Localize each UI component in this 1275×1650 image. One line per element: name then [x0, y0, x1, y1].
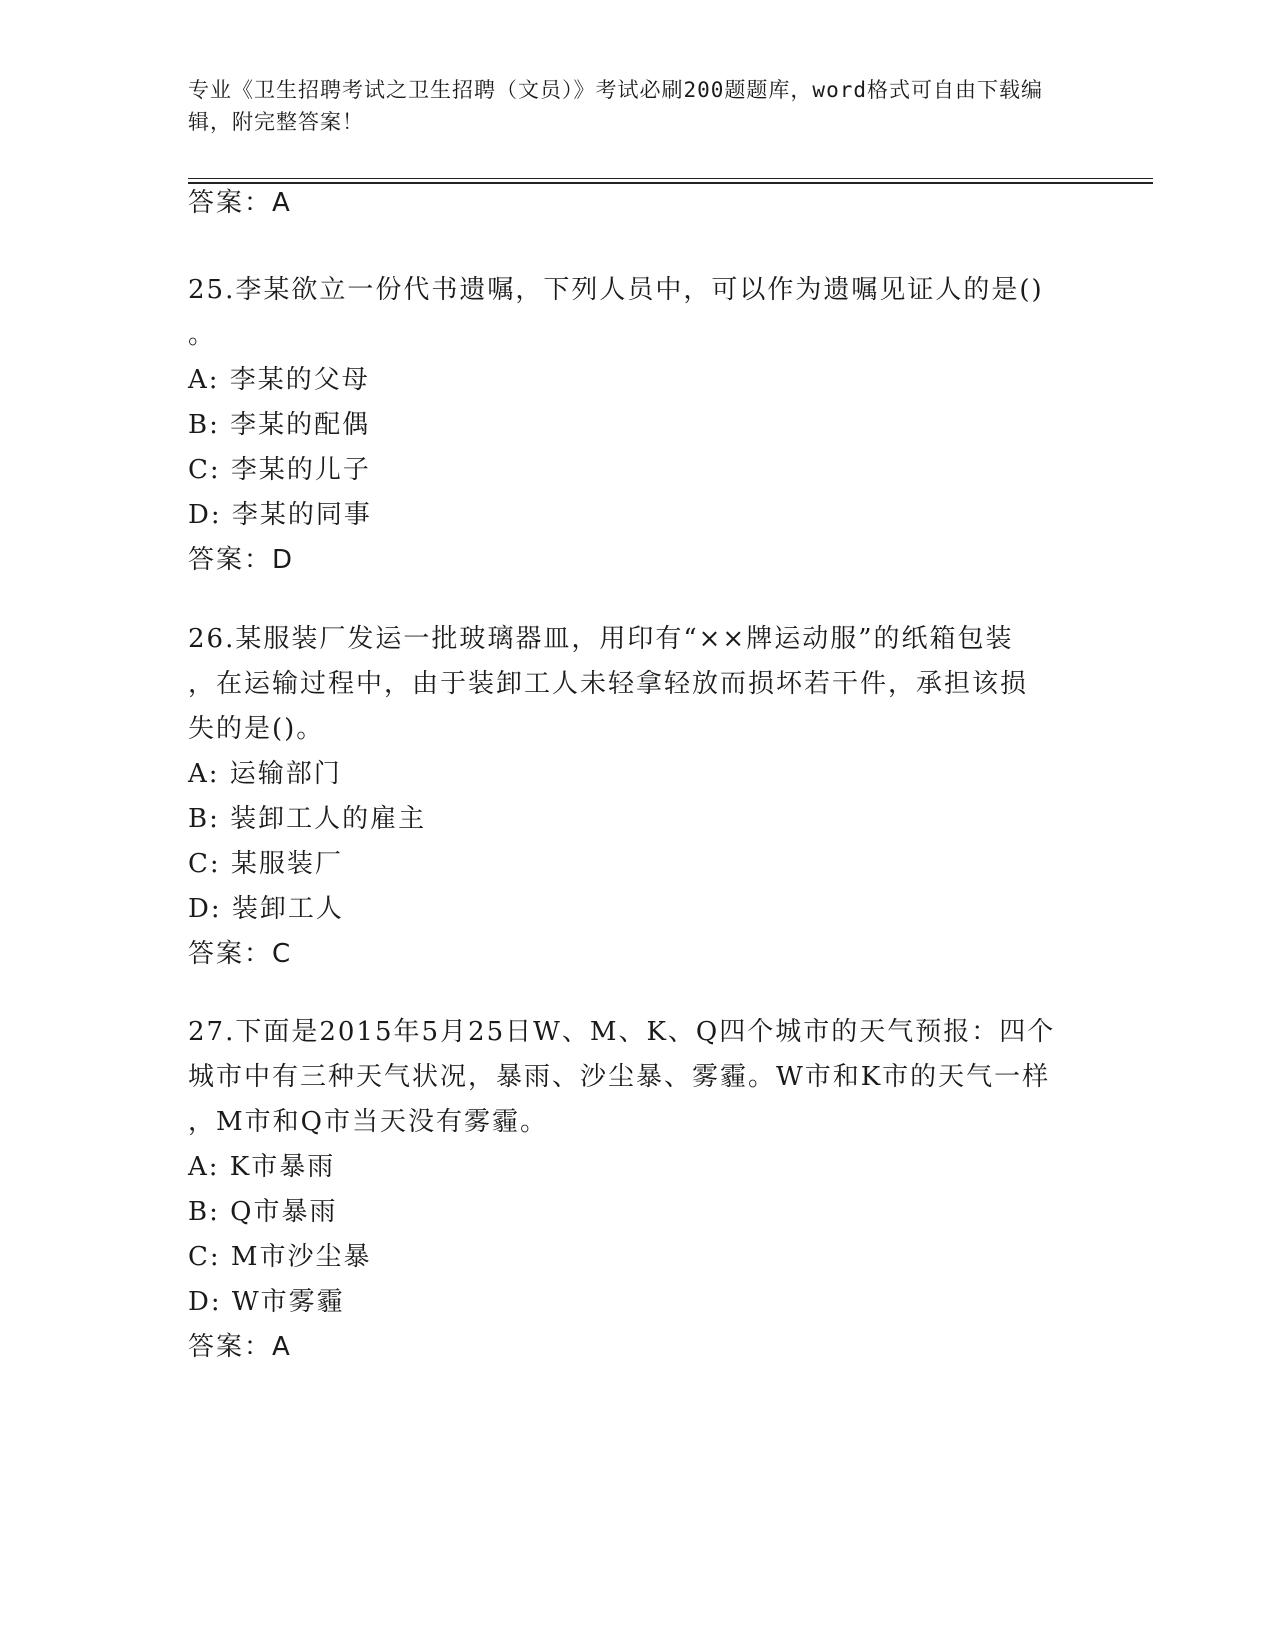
question-stem-line: 26.某服装厂发运一批玻璃器皿，用印有“××牌运动服”的纸箱包装	[188, 624, 1014, 654]
option-b: B: 李某的配偶	[188, 410, 371, 440]
question-stem-line: 失的是()。	[188, 714, 325, 744]
question-stem-line: 城市中有三种天气状况，暴雨、沙尘暴、雾霾。W市和K市的天气一样	[188, 1062, 1051, 1092]
option-d: D: W市雾霾	[188, 1287, 345, 1317]
option-b: B: 装卸工人的雇主	[188, 804, 427, 834]
option-a: A: 李某的父母	[188, 365, 370, 395]
option-c: C: M市沙尘暴	[188, 1242, 372, 1272]
header-divider-thin	[188, 178, 1153, 179]
question-25	[188, 268, 1088, 583]
question-26	[188, 617, 1088, 977]
answer-previous: 答案：A	[188, 188, 292, 218]
option-b: B: Q市暴雨	[188, 1197, 338, 1227]
document-header: 专业《卫生招聘考试之卫生招聘（文员）》考试必刷200题题库，word格式可自由下载编辑，附完整答案！	[188, 78, 1043, 134]
answer: 答案：A	[188, 1332, 292, 1362]
option-c: C: 李某的儿子	[188, 455, 371, 485]
option-d: D: 装卸工人	[188, 894, 344, 924]
question-27	[188, 1010, 1088, 1370]
option-a: A: 运输部门	[188, 759, 342, 789]
answer: 答案：C	[188, 939, 293, 969]
question-stem-line: 25.李某欲立一份代书遗嘱，下列人员中，可以作为遗嘱见证人的是()	[188, 275, 1044, 305]
option-d: D: 李某的同事	[188, 500, 372, 530]
question-stem-line: 。	[188, 320, 217, 350]
question-stem-line: ，在运输过程中，由于装卸工人未轻拿轻放而损坏若干件，承担该损	[188, 669, 1029, 699]
option-c: C: 某服装厂	[188, 849, 343, 879]
answer: 答案：D	[188, 545, 295, 575]
option-a: A: K市暴雨	[188, 1152, 336, 1182]
question-stem-line: 27.下面是2015年5月25日W、M、K、Q四个城市的天气预报：四个	[188, 1017, 1056, 1047]
question-stem-line: ，M市和Q市当天没有雾霾。	[188, 1107, 548, 1137]
